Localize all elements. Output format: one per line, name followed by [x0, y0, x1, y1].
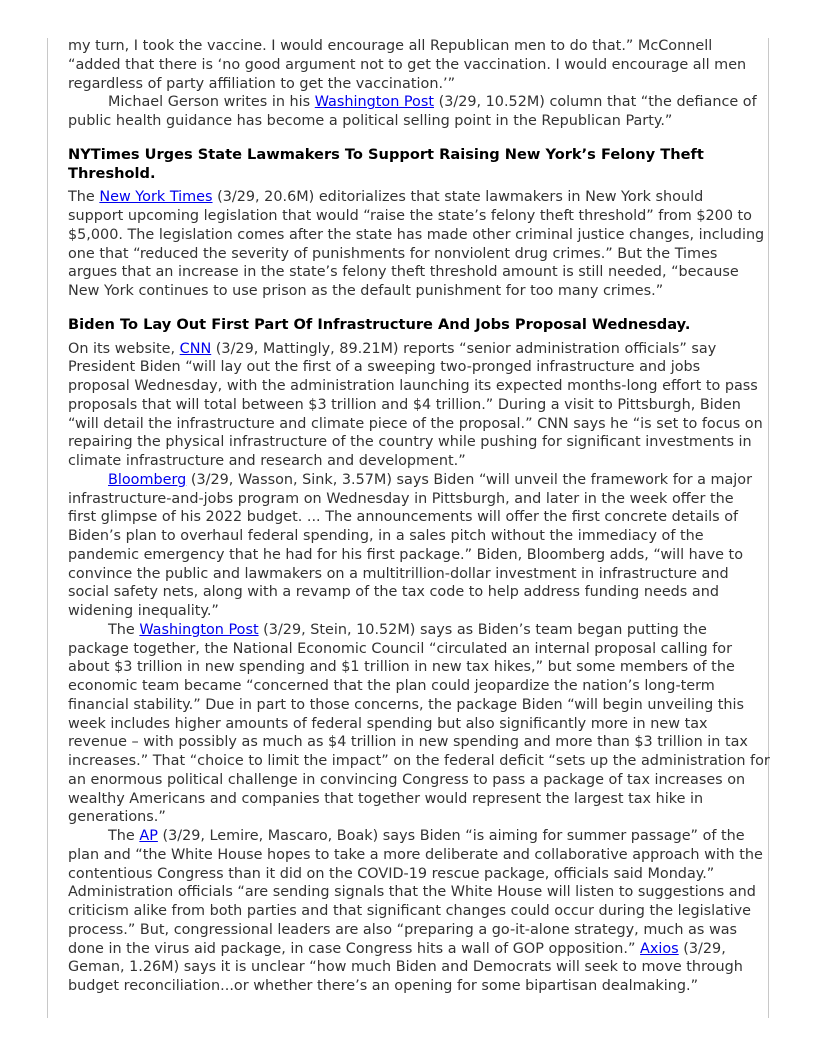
text-line	[68, 452, 758, 471]
text-line	[68, 146, 758, 165]
text-segment: infrastructure-and-jobs program on Wednesday in Pittsburgh, and later in the week offer the	[68, 490, 734, 507]
text-segment: criticism alike from both parties and that significant changes could occur during the legislative	[68, 903, 751, 919]
text-segment: increases.” That “choice to limit the impact” on the federal deficit “sets up the administration for	[68, 753, 770, 769]
text-segment: (3/29, Stein, 10.52M) says as Biden’s team began putting the	[258, 621, 707, 638]
text-segment: “will detail the infrastructure and climate piece of the proposal.” CNN says he “is set to focus on	[68, 415, 763, 432]
text-segment: climate infrastructure and research and development.”	[68, 453, 466, 469]
text-line	[68, 282, 758, 301]
text-line	[68, 377, 758, 396]
text-segment: NYTimes Urges State Lawmakers To Support Raising New York’s Felony Theft	[68, 145, 704, 163]
text-line	[68, 226, 765, 245]
text-line	[68, 340, 758, 359]
paragraph	[68, 37, 758, 93]
text-line	[68, 358, 758, 377]
source-link[interactable]: Bloomberg	[108, 471, 187, 488]
section-heading	[68, 146, 758, 184]
text-segment: regardless of party affiliation to get the vaccination.’”	[68, 75, 456, 92]
text-line	[68, 188, 758, 207]
source-link[interactable]: AP	[139, 828, 158, 844]
section-heading	[68, 316, 758, 335]
text-segment: New York continues to use prison as the default punishment for too many crimes.”	[68, 283, 664, 299]
text-segment: Geman, 1.26M) says it is unclear “how much Biden and Democrats will seek to move through	[68, 959, 743, 976]
text-line	[68, 977, 758, 996]
text-line	[68, 808, 758, 827]
text-segment: $5,000. The legislation comes after the state has made other criminal justice changes, including	[68, 226, 765, 243]
right-margin-rule	[768, 38, 769, 1018]
text-segment: Biden To Lay Out First Part Of Infrastructure And Jobs Proposal Wednesday.	[68, 315, 691, 333]
text-segment: (3/29, 10.52M) column that “the defiance of	[434, 94, 757, 111]
source-link[interactable]: Washington Post	[314, 94, 434, 111]
text-line	[68, 396, 758, 415]
text-line	[68, 677, 758, 696]
text-segment: repairing the physical infrastructure of the country while pushing for significant investments in	[68, 434, 752, 451]
text-line	[68, 640, 758, 659]
text-segment: generations.”	[68, 809, 166, 826]
text-line	[68, 790, 758, 809]
text-line	[68, 433, 758, 452]
text-line	[68, 75, 758, 94]
text-segment: Biden’s plan to overhaul federal spending, in a sales pitch without the immediacy of the	[68, 528, 704, 544]
text-line	[68, 827, 758, 846]
source-link[interactable]: Axios	[640, 940, 679, 957]
text-line	[68, 471, 758, 490]
text-line	[68, 207, 758, 226]
text-segment: public health guidance has become a political selling point in the Republican Party.”	[68, 113, 673, 129]
text-segment: support upcoming legislation that would “raise the state’s felony theft threshold” from $200 to	[68, 208, 752, 224]
text-segment: one that “reduced the severity of punishments for nonviolent drug crimes.” But the Times	[68, 245, 718, 262]
text-line	[68, 165, 758, 184]
text-segment: “added that there is ‘no good argument not to get the vaccination. I would encourage all men	[68, 56, 747, 73]
text-line	[68, 527, 758, 546]
text-segment: proposal Wednesday, with the administration launching its expected months-long effort to pass	[68, 378, 758, 394]
text-segment: social safety nets, along with a revamp of the tax code to help address funding needs and	[68, 584, 719, 601]
text-line	[68, 583, 758, 602]
text-line	[68, 696, 758, 715]
text-segment: done in the virus aid package, in case Congress hits a wall of GOP opposition.”	[68, 940, 641, 957]
text-line	[68, 316, 758, 335]
text-line	[68, 771, 758, 790]
text-line	[68, 846, 763, 865]
text-line	[68, 658, 758, 677]
text-line	[68, 958, 758, 977]
paragraph	[68, 188, 765, 301]
text-line	[68, 602, 758, 621]
text-line	[68, 921, 758, 940]
text-segment: (3/29, Wasson, Sink, 3.57M) says Biden “will unveil the framework for a major	[186, 471, 753, 488]
text-segment: The	[108, 621, 140, 638]
text-segment: proposals that will total between $3 trillion and $4 trillion.” During a visit to Pittsburgh, Biden	[68, 396, 741, 413]
text-line	[68, 508, 758, 527]
text-line	[68, 93, 758, 112]
text-segment: revenue – with possibly as much as $4 trillion in new spending and more than $3 trillion in tax	[68, 734, 748, 751]
text-segment: week includes higher amounts of federal spending but also significantly more in new tax	[68, 715, 708, 732]
text-segment: argues that an increase in the state’s felony theft threshold amount is still needed, “because	[68, 264, 739, 281]
text-line	[68, 865, 758, 884]
paragraph	[68, 827, 763, 996]
text-segment: The	[108, 828, 140, 844]
text-segment: Michael Gerson writes in his	[108, 94, 315, 111]
source-link[interactable]: New York Times	[99, 189, 213, 206]
text-segment: wealthy Americans and companies that together would represent the largest tax hike in	[68, 790, 704, 807]
text-line	[68, 112, 758, 131]
text-segment: first glimpse of his 2022 budget. ... The announcements will offer the first concrete details of	[68, 509, 739, 526]
text-segment: (3/29, 20.6M) editorializes that state lawmakers in New York should	[212, 189, 704, 206]
text-segment: an enormous political challenge in convincing Congress to pass a package of tax increases on	[68, 771, 746, 788]
text-line	[68, 715, 758, 734]
text-segment: financial stability.” Due in part to those concerns, the package Biden “will begin unveiling this	[68, 696, 745, 713]
source-link[interactable]: CNN	[179, 340, 212, 357]
text-segment: budget reconciliation...or whether there’s an opening for some bipartisan dealmaking.”	[68, 978, 699, 994]
paragraph	[68, 621, 770, 827]
text-line	[68, 56, 758, 75]
source-link[interactable]: Washington Post	[139, 621, 259, 638]
text-segment: (3/29, Mattingly, 89.21M) reports “senior administration officials” say	[211, 340, 717, 357]
text-segment: plan and “the White House hopes to take a more deliberate and collaborative approach with the	[68, 846, 763, 863]
left-margin-rule	[47, 38, 48, 1018]
text-line	[68, 883, 758, 902]
document-body	[68, 37, 770, 996]
text-line	[68, 565, 758, 584]
text-line	[68, 245, 758, 264]
text-segment: convince the public and lawmakers on a multitrillion-dollar investment in infrastructure and	[68, 565, 729, 582]
text-line	[68, 733, 758, 752]
text-segment: process.” But, congressional leaders are also “preparing a go-it-alone strategy, much as was	[68, 921, 738, 938]
text-line	[68, 752, 770, 771]
text-line	[68, 902, 758, 921]
text-segment: (3/29, Lemire, Mascaro, Boak) says Biden “is aiming for summer passage” of the	[157, 828, 745, 844]
text-segment: pandemic emergency that he had for his first package.” Biden, Bloomberg adds, “will have to	[68, 546, 743, 563]
text-segment: package together, the National Economic Council “circulated an internal proposal calling for	[68, 640, 733, 657]
text-line	[68, 37, 758, 56]
text-segment: (3/29,	[678, 940, 726, 957]
text-segment: about $3 trillion in new spending and $1 trillion in new tax hikes,” but some members of the	[68, 659, 735, 676]
text-line	[68, 415, 763, 434]
text-segment: contentious Congress than it did on the COVID-19 rescue package, officials said Monday.”	[68, 865, 715, 882]
text-line	[68, 490, 758, 509]
text-segment: Administration officials “are sending signals that the White House will listen to suggestions and	[68, 884, 756, 901]
text-segment: The	[68, 189, 100, 206]
text-line	[68, 621, 758, 640]
text-line	[68, 940, 758, 959]
text-segment: my turn, I took the vaccine. I would encourage all Republican men to do that.” McConnell	[68, 38, 713, 54]
paragraph	[68, 93, 758, 131]
text-segment: President Biden “will lay out the first of a sweeping two-pronged infrastructure and jobs	[68, 359, 701, 376]
text-line	[68, 263, 758, 282]
paragraph	[68, 340, 763, 471]
text-segment: Threshold.	[68, 164, 156, 182]
text-segment: On its website,	[68, 340, 180, 357]
text-segment: economic team became “concerned that the plan could jeopardize the nation’s long-term	[68, 678, 715, 694]
text-segment: widening inequality.”	[68, 603, 219, 619]
paragraph	[68, 471, 758, 621]
text-line	[68, 546, 758, 565]
